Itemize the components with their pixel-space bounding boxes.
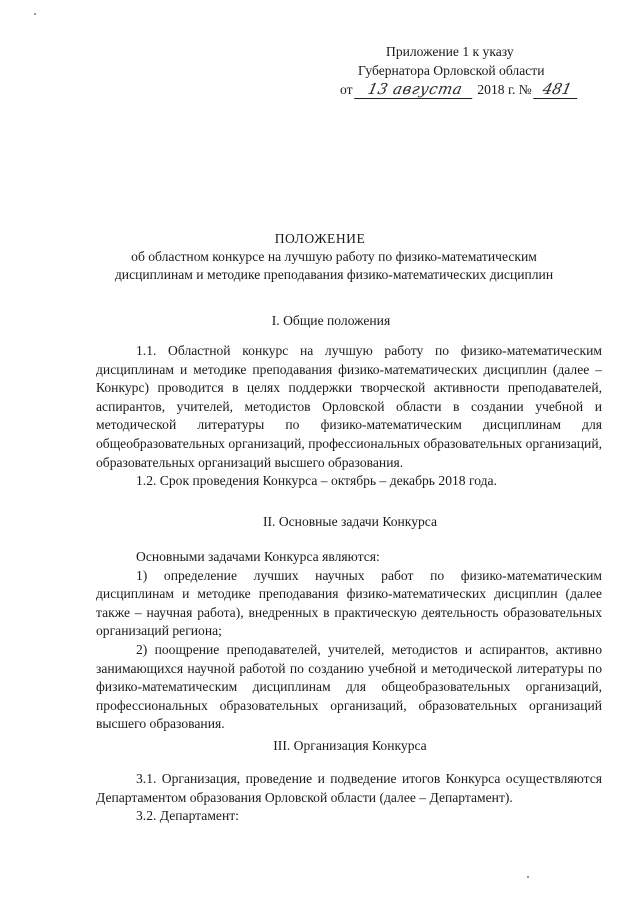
handwritten-date: 13 августа: [354, 81, 476, 99]
annex-from-label: от: [340, 82, 353, 97]
scan-artifact: [527, 876, 529, 878]
section-heading-1: I. Общие положения: [271, 313, 391, 328]
annex-year-label: 2018 г. №: [477, 82, 532, 97]
section-body-3: [96, 770, 602, 826]
section-body-1: [96, 332, 602, 491]
paragraph-2-1: 1) определение лучших научных работ по физико-математическим дисциплинам и методике преподавания физико-математических дисциплин (далее также – научная работа), внедренных в практическую деятельность образовательных организаций региона;: [96, 567, 602, 639]
paragraph-3-1: 3.1. Организация, проведение и подведение итогов Конкурса осуществляются Департаментом образования Орловской области (далее – Департамент).: [96, 771, 602, 805]
paragraph-3-2: 3.2. Департамент:: [136, 808, 239, 824]
annex-header: [330, 42, 590, 99]
paragraph-2-intro: Основными задачами Конкурса являются:: [136, 549, 380, 564]
annex-line-1: Приложение 1 к указу: [386, 44, 514, 59]
paragraph-1-1: 1.1. Областной конкурс на лучшую работу по физико-математическим дисциплинам и методике преподавания физико-математических дисциплин (далее – Конкурс) проводится в целях поддержки творческой активности преподавателей, аспирантов, учителей, методистов Орловской области в создании учебной и методической литературы по физико-математическим дисциплинам для общеобразовательных организаций, профессиональных образовательных организаций, образовательных организаций высшего образования.: [96, 343, 602, 470]
section-heading-3: III. Организация Конкурса: [273, 738, 427, 753]
paragraph-2-2: 2) поощрение преподавателей, учителей, методистов и аспирантов, активно занимающихся научной работой по созданию учебной и методической литературы по физико-математическим дисциплинам для общеобразовательных организаций, профессиональных образовательных организаций, образовательных организаций высшего образования.: [96, 641, 602, 732]
section-heading-2: II. Основные задачи Конкурса: [262, 514, 438, 529]
section-body-2: [96, 548, 602, 734]
scan-artifact: [34, 13, 36, 15]
title-line-2: дисциплинам и методике преподавания физико-математических дисциплин: [114, 267, 554, 282]
annex-date-line: [330, 80, 590, 99]
handwritten-number: 481: [533, 81, 581, 99]
title-line-1: об областном конкурсе на лучшую работу по физико-математическим: [131, 249, 537, 264]
paragraph-1-2: 1.2. Срок проведения Конкурса – октябрь – декабрь 2018 года.: [136, 473, 497, 489]
title-heading: ПОЛОЖЕНИЕ: [274, 231, 366, 246]
annex-line-2: Губернатора Орловской области: [358, 63, 545, 78]
document-title: [0, 230, 640, 284]
